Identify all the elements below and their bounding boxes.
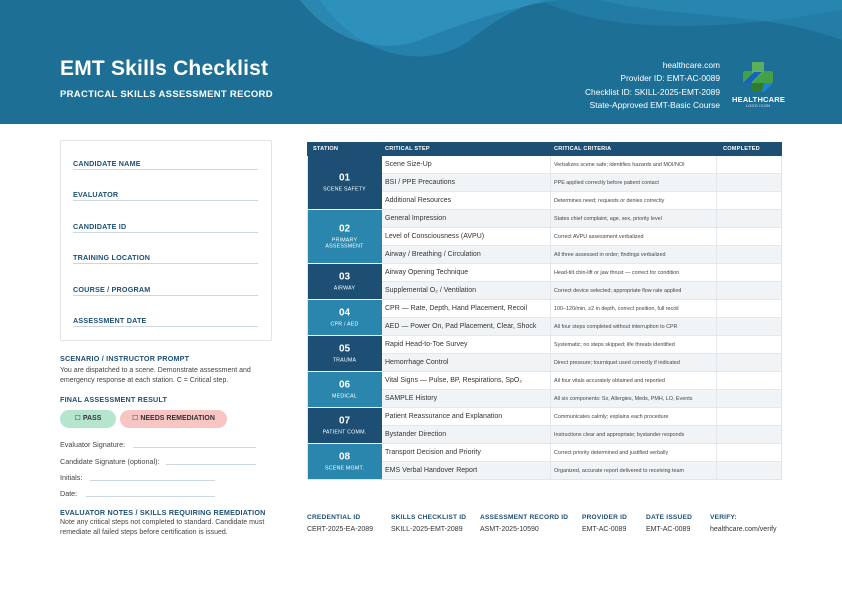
critical-step: EMS Verbal Handover Report xyxy=(385,467,478,474)
critical-criteria: Determines need; requests or denies correctly xyxy=(554,198,665,204)
column-divider xyxy=(550,192,551,210)
col-critical-criteria: CRITICAL CRITERIA xyxy=(554,146,612,152)
critical-criteria: Direct pressure; tourniquet used correctly if indicated xyxy=(554,360,680,366)
assessment-date-field[interactable]: ASSESSMENT DATE xyxy=(73,310,258,327)
header-info xyxy=(585,59,720,113)
completed-cell[interactable] xyxy=(717,300,782,318)
critical-step: AED — Power On, Pad Placement, Clear, Shock xyxy=(385,323,537,330)
evaluator-field[interactable]: EVALUATOR xyxy=(73,184,258,201)
candidate-name-field[interactable]: CANDIDATE NAME xyxy=(73,153,258,170)
table-row xyxy=(382,390,782,408)
station-03 xyxy=(307,264,382,300)
completed-cell[interactable] xyxy=(717,318,782,336)
candidate-signature-line[interactable] xyxy=(166,464,256,465)
scenario-title: SCENARIO / INSTRUCTOR PROMPT xyxy=(60,354,190,363)
column-divider xyxy=(550,390,551,408)
column-divider xyxy=(550,354,551,372)
completed-cell[interactable] xyxy=(717,444,782,462)
critical-criteria: PPE applied correctly before patient contact xyxy=(554,180,659,186)
station-name: TRAUMA xyxy=(332,357,357,364)
notes-title: EVALUATOR NOTES / SKILLS REQUIRING REMEDIATION xyxy=(60,508,266,517)
critical-step: Supplemental O₂ / Ventilation xyxy=(385,287,477,294)
critical-step: Transport Decision and Priority xyxy=(385,449,481,456)
table-row xyxy=(382,426,782,444)
station-name: CPR / AED xyxy=(330,321,359,328)
page-subtitle: PRACTICAL SKILLS ASSESSMENT RECORD xyxy=(60,89,273,100)
critical-step: SAMPLE History xyxy=(385,395,438,402)
header-checklist-id: Checklist ID: SKILL-2025-EMT-2089 xyxy=(585,86,720,97)
critical-step: Level of Consciousness (AVPU) xyxy=(385,233,485,240)
completed-cell[interactable] xyxy=(717,390,782,408)
station-07 xyxy=(307,408,382,444)
completed-cell[interactable] xyxy=(717,156,782,174)
candidate-signature-label: Candidate Signature (optional): xyxy=(60,457,160,466)
footer-skills-checklist-id: SKILLS CHECKLIST ID SKILL-2025-EMT-2089 xyxy=(391,514,467,533)
completed-cell[interactable] xyxy=(717,192,782,210)
table-row xyxy=(382,246,782,264)
column-divider xyxy=(550,228,551,246)
critical-criteria: 100–120/min, ≥2 in depth, correct position, full recoil xyxy=(554,306,679,312)
critical-step: BSI / PPE Precautions xyxy=(385,179,456,186)
column-divider xyxy=(550,156,551,174)
table-row xyxy=(382,210,782,228)
table-row xyxy=(382,336,782,354)
station-04 xyxy=(307,300,382,336)
table-row xyxy=(382,228,782,246)
header-course: State-Approved EMT-Basic Course xyxy=(589,100,720,111)
logo-name: HEALTHCARE xyxy=(732,95,786,104)
training-location-field[interactable]: TRAINING LOCATION xyxy=(73,247,258,264)
healthcare-cross-icon xyxy=(740,60,776,94)
critical-step: Patient Reassurance and Explanation xyxy=(385,413,503,420)
notes-text: Note any critical steps not completed to standard. Candidate must remediate all failed steps before certification is issued. xyxy=(60,519,265,537)
col-completed: COMPLETED xyxy=(723,146,760,152)
station-number: 02 xyxy=(338,222,351,234)
header-website: healthcare.com xyxy=(662,60,720,70)
critical-criteria: All three assessed in order; findings verbalized xyxy=(554,252,666,258)
column-divider xyxy=(550,318,551,336)
station-number: 04 xyxy=(338,307,351,319)
table-row xyxy=(382,282,782,300)
station-name: PRIMARY ASSESSMENT xyxy=(325,236,364,250)
header-provider-id: Provider ID: EMT-AC-0089 xyxy=(620,73,720,84)
critical-step: Bystander Direction xyxy=(385,431,447,438)
station-number: 08 xyxy=(338,451,351,463)
critical-criteria: Correct device selected; appropriate flow rate applied xyxy=(554,288,682,294)
scenario-text: You are dispatched to a scene. Demonstrate assessment and emergency response at each station. C = Critical step. xyxy=(60,367,251,385)
completed-cell[interactable] xyxy=(717,408,782,426)
col-critical-step: CRITICAL STEP xyxy=(385,146,430,152)
station-06 xyxy=(307,372,382,408)
candidate-id-field[interactable]: CANDIDATE ID xyxy=(73,216,258,233)
critical-step: General Impression xyxy=(385,215,447,222)
critical-criteria: Instructions clear and appropriate; bystander responds xyxy=(554,432,685,438)
completed-cell[interactable] xyxy=(717,210,782,228)
critical-criteria: States chief complaint, age, sex, priority level xyxy=(554,216,662,222)
table-row xyxy=(382,408,782,426)
critical-step: Airway / Breathing / Circulation xyxy=(385,251,481,258)
critical-criteria: All four steps completed without interruption to CPR xyxy=(554,324,678,330)
station-name: MEDICAL xyxy=(332,393,357,400)
completed-cell[interactable] xyxy=(717,174,782,192)
station-name: PATIENT COMM. xyxy=(322,429,367,436)
critical-criteria: Systematic; no steps skipped; life threats identified xyxy=(554,342,675,348)
footer-date-issued: DATE ISSUED EMT-AC-0089 xyxy=(646,514,693,533)
critical-step: Vital Signs — Pulse, BP, Respirations, SpO₂ xyxy=(385,377,523,384)
critical-criteria: Correct AVPU assessment verbalized xyxy=(554,234,644,240)
initials-line[interactable] xyxy=(90,480,215,481)
column-divider xyxy=(550,210,551,228)
table-row xyxy=(382,300,782,318)
footer-verify: VERIFY: healthcare.com/verify xyxy=(710,514,777,533)
completed-cell[interactable] xyxy=(717,354,782,372)
critical-step: CPR — Rate, Depth, Hand Placement, Recoil xyxy=(385,305,528,312)
column-divider xyxy=(550,282,551,300)
critical-step: Rapid Head-to-Toe Survey xyxy=(385,341,468,348)
column-divider xyxy=(550,444,551,462)
critical-criteria: Verbalizes scene safe; identifies hazards and MOI/NOI xyxy=(554,162,685,168)
critical-criteria: Head-tilt chin-lift or jaw thrust — correct for condition xyxy=(554,270,680,276)
course-program-field[interactable]: COURSE / PROGRAM xyxy=(73,279,258,296)
needs-remediation-checkbox[interactable]: ☐ NEEDS REMEDIATION xyxy=(120,410,227,428)
column-divider xyxy=(550,336,551,354)
column-divider xyxy=(550,426,551,444)
station-08 xyxy=(307,444,382,480)
evaluator-signature-label: Evaluator Signature: xyxy=(60,440,126,449)
col-station: STATION xyxy=(313,146,339,152)
column-divider xyxy=(550,174,551,192)
footer-credential-id: CREDENTIAL ID CERT-2025-EA-2089 xyxy=(307,514,374,533)
column-divider xyxy=(550,264,551,282)
completed-cell[interactable] xyxy=(717,372,782,390)
table-header xyxy=(307,142,782,156)
table-row xyxy=(382,372,782,390)
critical-step: Scene Size-Up xyxy=(385,161,432,168)
completed-cell[interactable] xyxy=(717,228,782,246)
completed-cell[interactable] xyxy=(717,462,782,480)
critical-criteria: All four vitals accurately obtained and reported xyxy=(554,378,665,384)
completed-cell[interactable] xyxy=(717,282,782,300)
station-02 xyxy=(307,210,382,264)
column-divider xyxy=(550,408,551,426)
table-row xyxy=(382,444,782,462)
completed-cell[interactable] xyxy=(717,264,782,282)
date-line[interactable] xyxy=(86,496,215,497)
table-row xyxy=(382,264,782,282)
critical-criteria: Correct priority determined and justified verbally xyxy=(554,450,669,456)
initials-label: Initials: xyxy=(60,473,83,482)
column-divider xyxy=(550,300,551,318)
station-01 xyxy=(307,156,382,210)
table-row xyxy=(382,156,782,174)
evaluator-signature-line[interactable] xyxy=(133,447,256,448)
critical-criteria: All six components: Sx, Allergies, Meds, PMH, LO, Events xyxy=(554,396,693,402)
station-number: 03 xyxy=(338,271,351,283)
critical-step: Hemorrhage Control xyxy=(385,359,449,366)
footer-assessment-record-id: ASSESSMENT RECORD ID ASMT-2025-10590 xyxy=(480,514,569,533)
completed-cell[interactable] xyxy=(717,246,782,264)
critical-step: Additional Resources xyxy=(385,197,452,204)
critical-step: Airway Opening Technique xyxy=(385,269,469,276)
table-row xyxy=(382,192,782,210)
healthcare-logo xyxy=(732,60,784,108)
station-number: 01 xyxy=(338,172,351,184)
completed-cell[interactable] xyxy=(717,426,782,444)
station-number: 05 xyxy=(338,343,351,355)
table-row xyxy=(382,174,782,192)
table-row xyxy=(382,462,782,480)
page-title: EMT Skills Checklist xyxy=(60,57,269,80)
station-name: AIRWAY xyxy=(333,285,356,292)
station-number: 06 xyxy=(338,379,351,391)
footer-provider-id: PROVIDER ID EMT-AC-0089 xyxy=(582,514,628,533)
verify-link[interactable]: healthcare.com/verify xyxy=(710,526,777,533)
table-row xyxy=(382,318,782,336)
critical-criteria: Organized, accurate report delivered to receiving team xyxy=(554,468,685,474)
completed-cell[interactable] xyxy=(717,336,782,354)
page-header xyxy=(0,0,842,124)
station-05 xyxy=(307,336,382,372)
row-divider xyxy=(382,479,782,480)
candidate-info-card xyxy=(60,140,272,341)
critical-criteria: Communicates calmly; explains each procedure xyxy=(554,414,669,420)
logo-sub: LOGO ICON xyxy=(745,104,771,108)
column-divider xyxy=(550,462,551,480)
station-name: SCENE SAFETY xyxy=(323,186,366,193)
station-number: 07 xyxy=(338,415,351,427)
date-label: Date: xyxy=(60,489,78,498)
table-row xyxy=(382,354,782,372)
column-divider xyxy=(550,246,551,264)
station-name: SCENE MGMT. xyxy=(325,465,364,472)
result-title: FINAL ASSESSMENT RESULT xyxy=(60,395,168,404)
column-divider xyxy=(550,372,551,390)
pass-checkbox[interactable]: ☐ PASS xyxy=(60,410,116,428)
